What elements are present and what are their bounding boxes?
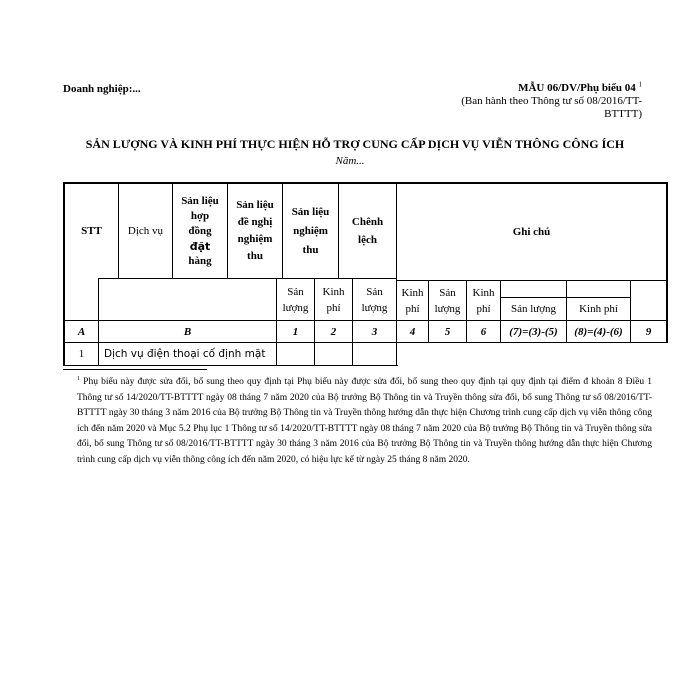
header-proposed [228,184,282,278]
subheader-c2-volume [353,279,396,320]
subheader-c3-cost-line-2: phí [476,302,491,315]
header-accepted-line-3: thu [302,243,319,256]
subheader-c3-cost [467,281,500,320]
subheader-c2-cost [397,281,428,320]
issued-line-1: (Ban hành theo Thông tư số 08/2016/TT- [461,95,642,107]
form-info [430,82,642,121]
form-note-mark: 1 [638,80,642,89]
header-notes: Ghi chú [512,226,551,238]
table-border-right [666,182,668,343]
header-difference-line-1: Chênh [351,216,384,228]
footnote-text: Phụ biểu này được sửa đổi, bổ sung theo quy định tại Phụ biểu này được sửa đổi, bổ sung theo quy định tại quy định tại điểm đ khoản 8 Điều 1 Thông tư số 14/2020/TT-BTTTT ngày 08 tháng 7 năm 2020 của Bộ trưởng Bộ Thông tin và Truyền thông sửa đổi, bổ sung Thông tư số 08/2016/TT-BTTTT ngày 30 tháng 3 năm 2016 của Bộ trưởng Bộ Thông tin và Truyền thông hướng dẫn thực hiện Chương trình cung cấp dịch vụ viễn thông công ích đến năm 2020 và Mục 5.2 Phụ lục 1 Thông tư số 14/2020/TT-BTTTT ngày 08 tháng 7 năm 2020 của Bộ trưởng Bộ Thông tin và Truyền thông sửa đổi, bổ sung Thông tư số 08/2016/TT-BTTTT ngày 30 tháng 3 năm 2016 của Bộ trưởng Bộ Thông tin và Truyền thông hướng dẫn thực hiện Chương trình cung cấp dịch vụ viễn thông công ích đến năm 2020, có hiệu lực kể từ ngày 25 tháng 8 năm 2020. [77,377,652,465]
header-contract-line-1: Sản liệu [181,194,219,207]
index-1: 1 [292,325,299,338]
subheader-c2-cost-line-1: Kinh [401,286,424,299]
subheader-c1-volume-line-1: Sản [287,285,304,298]
index-5: 5 [444,325,451,338]
subheader-c3-volume-line-1: Sản [439,286,456,299]
subheader-c2-volume-line-1: Sản [366,285,383,298]
enterprise-label: Doanh nghiệp:... [63,83,141,95]
header-accepted-line-1: Sản liệu [291,205,330,218]
footnote-separator [63,369,207,370]
subheader-diff-volume: Sản lượng [510,303,557,315]
header-contract-line-4: đặt [189,239,211,253]
subheader-diff-cost: Kinh phí [579,303,618,315]
subheader-c1-volume [277,279,314,320]
header-proposed-line-1: Sản liệu [236,199,274,211]
subheader-c1-volume-line-2: lượng [282,301,309,314]
header-difference-line-2: lệch [358,234,377,246]
header-accepted-line-2: nghiệm [293,224,328,237]
subheader-c3-cost-line-1: Kinh [472,286,495,299]
header-contract-line-2: hợp [190,209,210,222]
document-title: SẢN LƯỢNG VÀ KINH PHÍ THỰC HIỆN HỖ TRỢ CUNG CẤP DỊCH VỤ VIỄN THÔNG CÔNG ÍCH [85,137,625,151]
issued-line-2: BTTTT) [604,108,642,120]
index-6: 6 [480,325,487,338]
index-9: 9 [645,325,652,338]
year-label: Năm... [335,155,365,167]
data-row-stt: 1 [78,348,85,360]
header-contract-line-5: hàng [188,254,212,267]
index-b: B [183,325,192,338]
index-4: 4 [409,325,416,338]
header-contract-line-3: đồng [188,224,212,237]
subheader-c1-cost [315,279,352,320]
index-3: 3 [371,325,378,338]
header-contract [173,184,227,278]
index-a: A [77,325,86,338]
header-proposed-line-4: thu [247,250,263,262]
header-proposed-line-2: đề nghị [237,216,273,228]
subheader-c1-cost-line-2: phí [326,301,341,314]
header-accepted [283,184,338,278]
subheader-c3-volume [429,281,466,320]
footnote-mark: 1 [77,375,80,382]
data-row-service: Dịch vụ điện thoại cố định mặt [104,348,266,360]
header-difference [339,184,396,278]
index-2: 2 [330,325,337,338]
form-code: MẪU 06/DV/Phụ biểu 04 [518,82,636,94]
subheader-c2-volume-line-2: lượng [361,301,388,314]
subheader-c3-volume-line-2: lượng [434,302,461,315]
index-7: (7)=(3)-(5) [509,325,558,338]
header-proposed-line-3: nghiệm [237,233,273,245]
subheader-c1-cost-line-1: Kinh [322,285,345,298]
line-h-data-bottom [63,365,398,366]
header-service: Dịch vụ [127,225,164,237]
footnote [77,375,652,468]
header-stt: STT [81,225,102,237]
subheader-c2-cost-line-2: phí [405,302,420,315]
index-8: (8)=(4)-(6) [574,325,623,338]
